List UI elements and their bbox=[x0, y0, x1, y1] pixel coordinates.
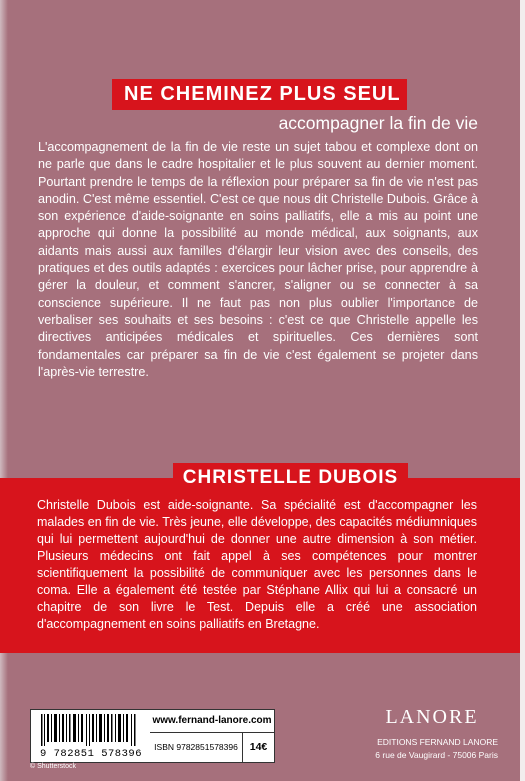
price: 14€ bbox=[243, 732, 275, 763]
barcode-number: 9 782851 578396 bbox=[39, 748, 142, 760]
cover-edge bbox=[0, 0, 8, 781]
title-block bbox=[106, 79, 480, 134]
publisher-website: www.fernand-lanore.com bbox=[150, 709, 275, 733]
author-name: CHRISTELLE DUBOIS bbox=[173, 463, 408, 493]
isbn: ISBN 9782851578396 bbox=[150, 732, 243, 763]
author-bio: Christelle Dubois est aide-soignante. Sa spécialité est d'accompagner les malades en fin de vie. Très jeune, elle développe, des capacités médiumniques qui lui permettent aujourd'hui de donner une autre dimension à son métier. Plusieurs médecins ont fait appel à ses compétences pour montrer scientifiquement la possibilité de communiquer avec les personnes dans le coma. Elle a également été testée par Stéphane Allix qui lui a consacré un chapitre de son livre le Test. Depuis elle a créé une association d'accompagnement en soins palliatifs en Bretagne. bbox=[37, 498, 477, 631]
book-title: NE CHEMINEZ PLUS SEUL bbox=[112, 79, 407, 110]
publisher-name: EDITIONS FERNAND LANORE bbox=[377, 737, 498, 747]
book-description: L'accompagnement de la fin de vie reste un sujet tabou et complexe dont on ne parle que dans le cadre hospitalier et le plus souvent au dernier moment. Pourtant prendre le temps de la réflexion pour préparer sa fin de vie n'est pas anodin. C'est même essentiel. C'est ce que nous dit Christelle Dubois. Grâce à son expérience d'aide-soignante en soins palliatifs, elle a mis au point une approche qui donne la possibilité au monde médical, aux soignants, aux aidants mais aussi aux familles d'élargir leur vision avec des conseils, des pratiques et des outils adaptés : exercices pour lâcher prise, pour apprendre à gérer la douleur, et comment s'ancrer, s'aligner ou se connecter à sa conscience supérieure. Il ne faut pas non plus oublier l'importance de verbaliser ses souhaits et ses besoins : c'est ce que Christelle appelle les directives anticipées médicales et spirituelles. Ces dernières sont fondamentales car préparer sa fin de vie c'est également se projeter dans l'après-vie terrestre. bbox=[38, 140, 478, 379]
publisher-logo: LANORE bbox=[385, 706, 479, 728]
photo-credit: © Shutterstock bbox=[30, 763, 77, 770]
publisher-address: 6 rue de Vaugirard - 75006 Paris bbox=[375, 750, 498, 760]
book-subtitle: accompagner la fin de vie bbox=[278, 113, 478, 133]
barcode bbox=[30, 709, 152, 763]
barcode-icon bbox=[41, 714, 141, 746]
